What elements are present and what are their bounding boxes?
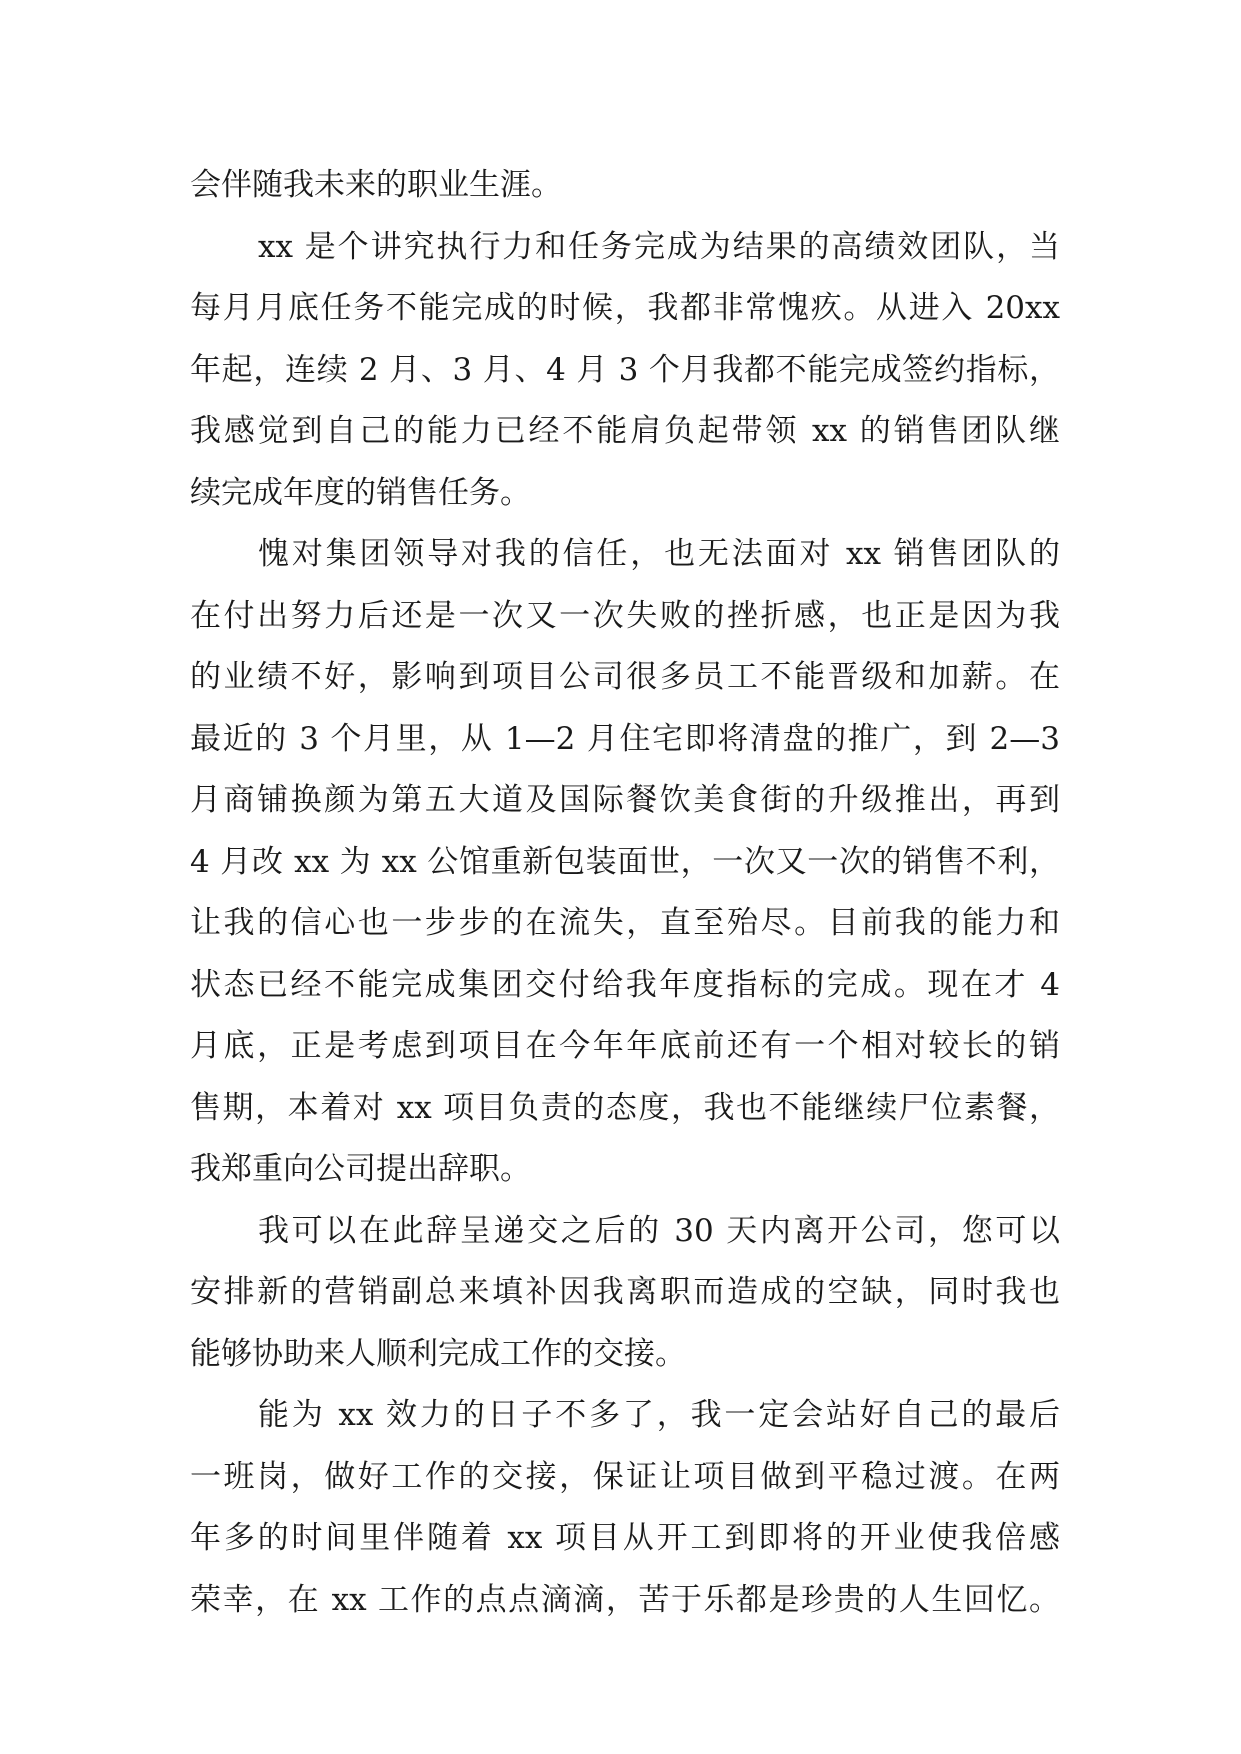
text-line: 我感觉到自己的能力已经不能肩负起带领 xx 的销售团队继: [190, 413, 1060, 449]
text-line: 最近的 3 个月里，从 1—2 月住宅即将清盘的推广，到 2—3: [190, 720, 1060, 757]
text-line: 售期，本着对 xx 项目负责的态度，我也不能继续尸位素餐，: [190, 1089, 1060, 1126]
text-line: 年起，连续 2 月、3 月、4 月 3 个月我都不能完成签约指标，: [190, 351, 1060, 388]
text-line: 每月月底任务不能完成的时候，我都非常愧疚。从进入 20xx: [190, 290, 1060, 326]
text-line: 我可以在此辞呈递交之后的 30 天内离开公司，您可以: [258, 1212, 1060, 1249]
text-line: 荣幸，在 xx 工作的点点滴滴，苦于乐都是珍贵的人生回忆。: [190, 1581, 1060, 1618]
text-line: 一班岗，做好工作的交接，保证让项目做到平稳过渡。在两: [190, 1458, 1060, 1495]
paragraph-5: [190, 1385, 1060, 1631]
text-line: 愧对集团领导对我的信任，也无法面对 xx 销售团队的: [258, 536, 1060, 572]
text-line: 能为 xx 效力的日子不多了，我一定会站好自己的最后: [258, 1397, 1060, 1433]
text-line: 安排新的营销副总来填补因我离职而造成的空缺，同时我也: [190, 1274, 1060, 1310]
paragraph-1: [190, 155, 1060, 217]
text-line: 4 月改 xx 为 xx 公馆重新包装面世，一次又一次的销售不利，: [190, 843, 1060, 880]
paragraph-4: [190, 1201, 1060, 1386]
document-body: [190, 155, 1060, 1631]
text-line: 能够协助来人顺利完成工作的交接。: [190, 1335, 686, 1372]
text-line: 在付出努力后还是一次又一次失败的挫折感，也正是因为我: [190, 597, 1060, 634]
text-line: 的业绩不好，影响到项目公司很多员工不能晋级和加薪。在: [190, 659, 1060, 695]
text-line: 会伴随我未来的职业生涯。: [190, 167, 562, 203]
paragraph-3: [190, 524, 1060, 1201]
text-line: xx 是个讲究执行力和任务完成为结果的高绩效团队，当: [258, 228, 1060, 265]
text-line: 状态已经不能完成集团交付给我年度指标的完成。现在才 4: [190, 966, 1060, 1003]
text-line: 年多的时间里伴随着 xx 项目从开工到即将的开业使我倍感: [190, 1520, 1060, 1556]
text-line: 让我的信心也一步步的在流失，直至殆尽。目前我的能力和: [190, 905, 1060, 941]
paragraph-2: [190, 217, 1060, 525]
text-line: 月商铺换颜为第五大道及国际餐饮美食街的升级推出，再到: [190, 782, 1060, 818]
text-line: 我郑重向公司提出辞职。: [190, 1151, 531, 1187]
text-line: 月底，正是考虑到项目在今年年底前还有一个相对较长的销: [190, 1028, 1060, 1064]
text-line: 续完成年度的销售任务。: [190, 474, 531, 511]
